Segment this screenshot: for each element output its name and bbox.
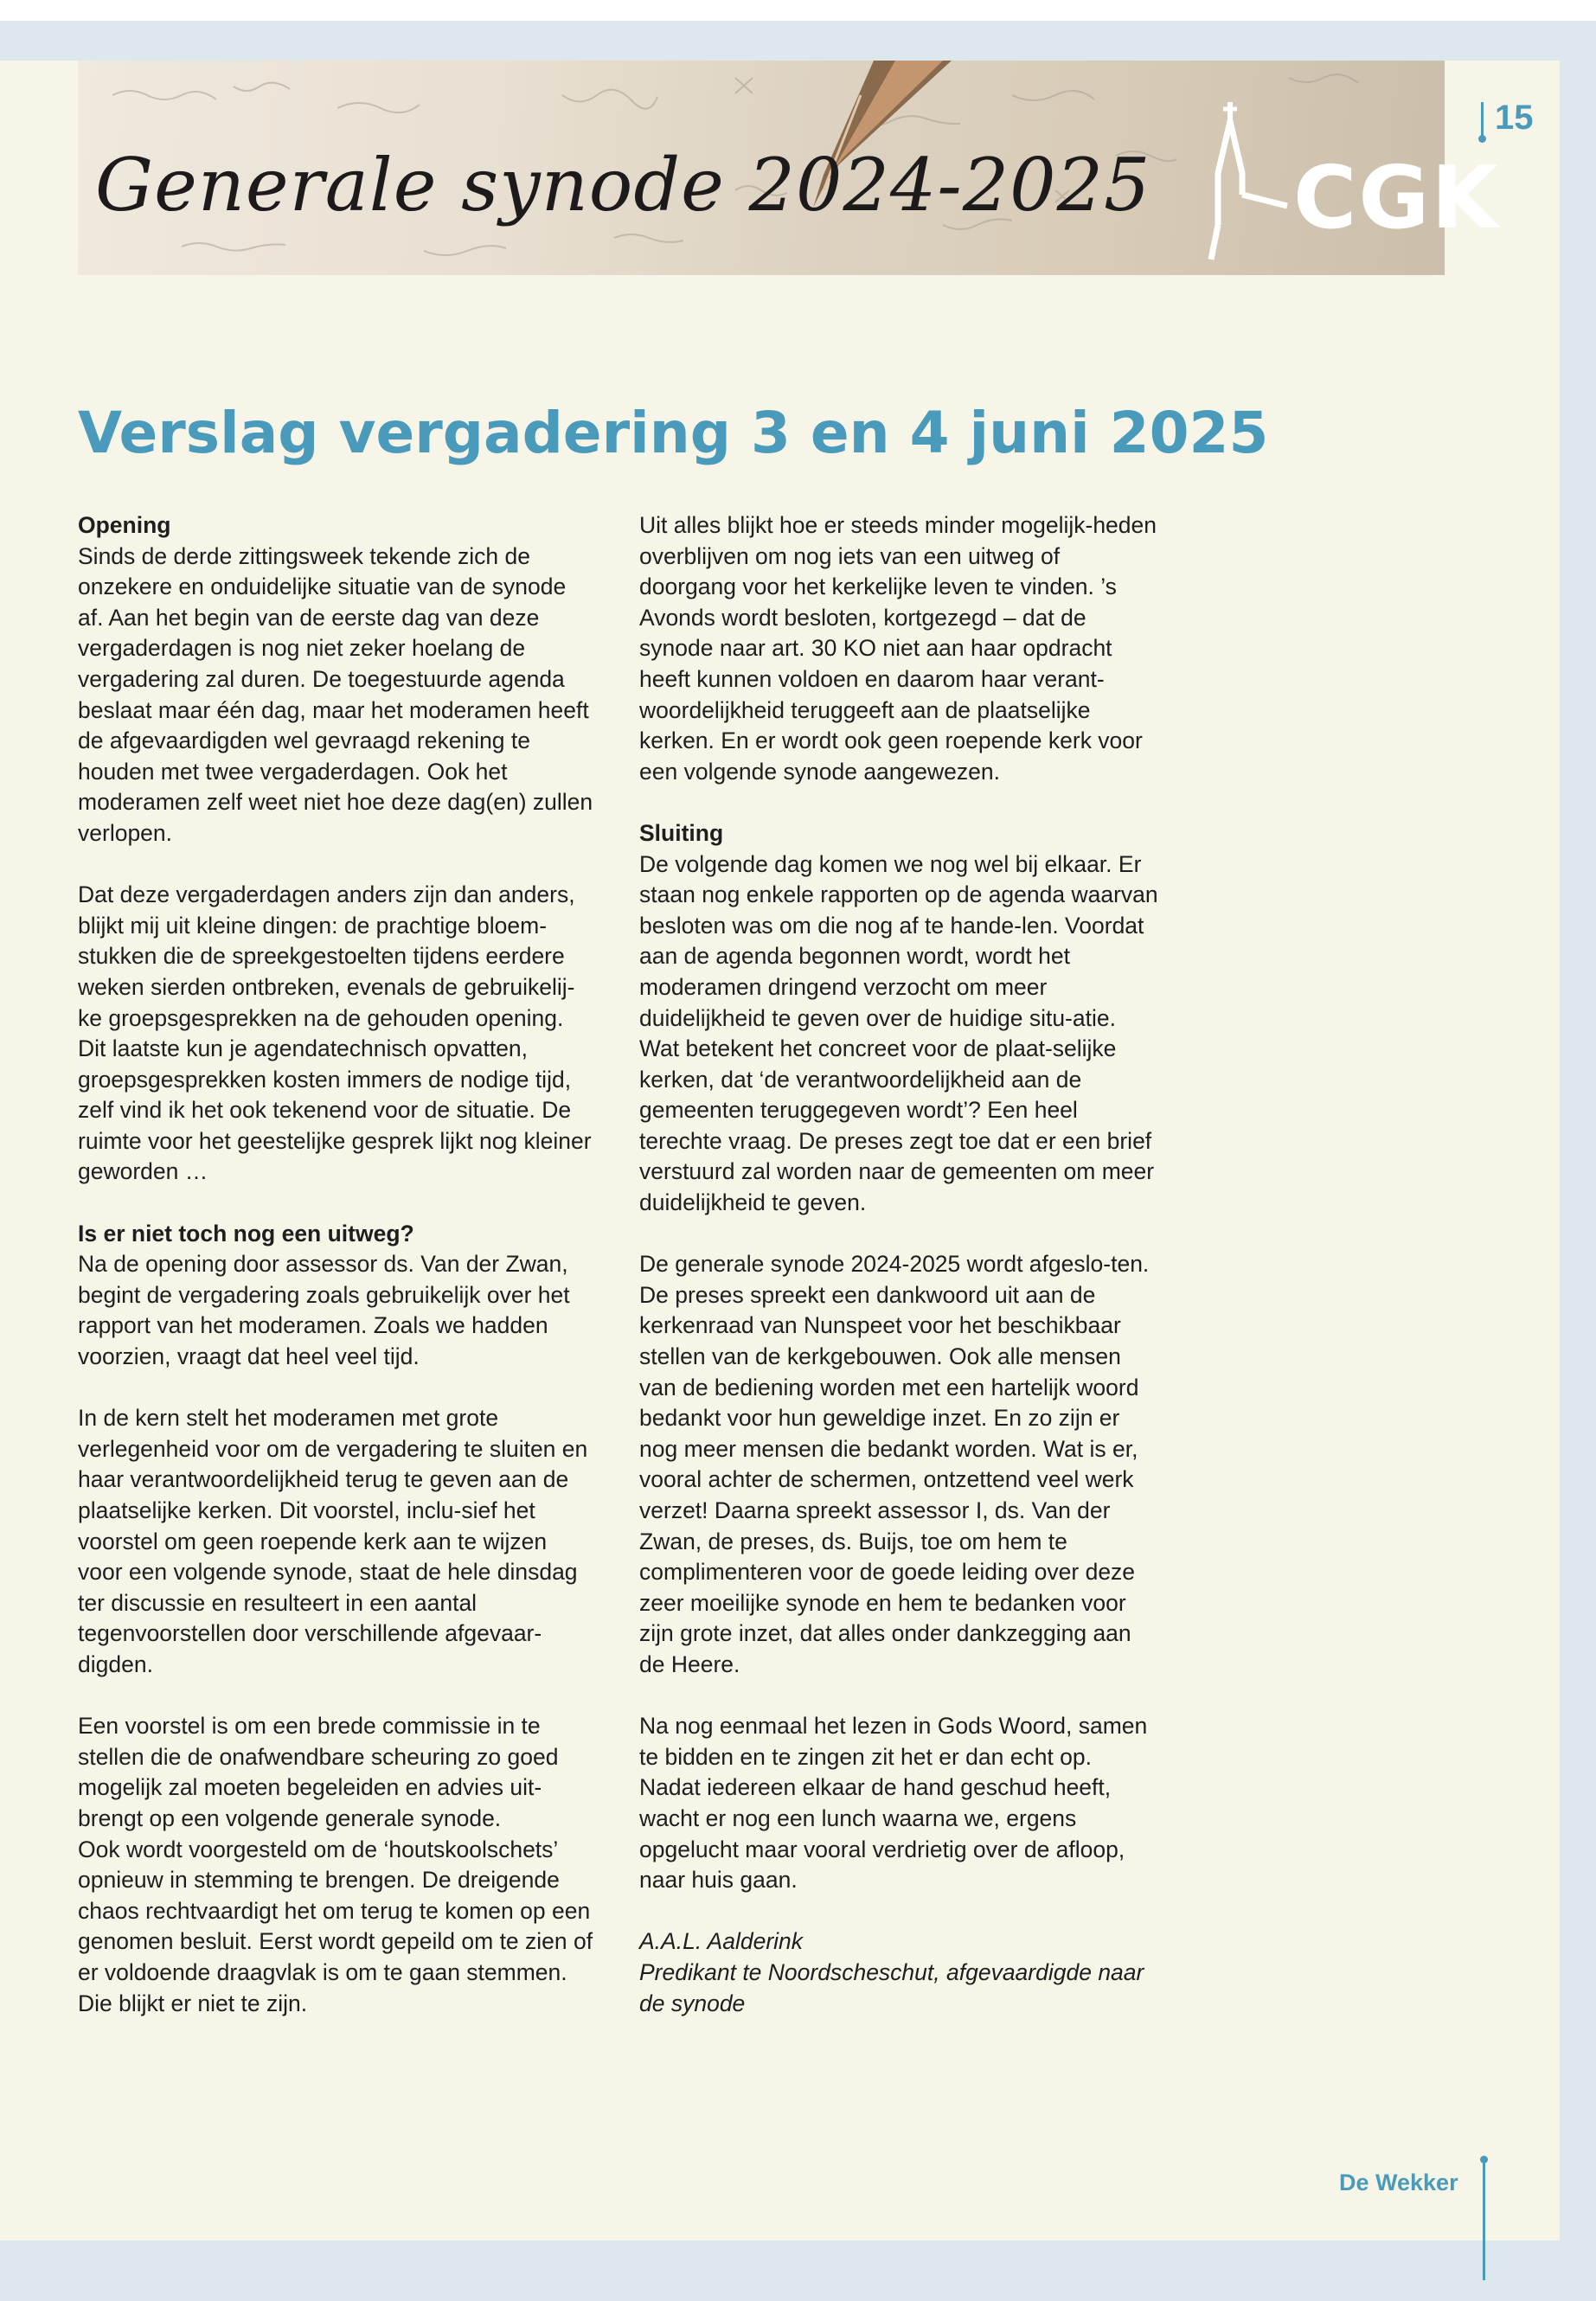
sluiting-section [639,818,1158,1219]
paragraph: Een voorstel is om een brede commissie in te stellen die de onafwendbare scheuring zo goed mogelijk zal moeten begeleiden en advies uit-brengt op een volgende generale synode. [78,1713,559,1831]
section-text-uitweg: Na de opening door assessor ds. Van der Zwan, begint de vergadering zoals gebruikelijk over het rapport van het moderamen. Zoals we hadden voorzien, vraagt dat heel veel tijd. [78,1251,570,1370]
page-frame-bottom [0,2240,1596,2301]
section-heading-opening: Opening [78,512,171,538]
article-title: Verslag vergadering 3 en 4 juni 2025 [78,400,1269,466]
paragraph: Na nog eenmaal het lezen in Gods Woord, samen te bidden en te zingen zit het er dan echt op. Nadat iedereen elkaar de hand geschud heeft, wacht er nog een lunch waarna we, ergens opgelucht maar vooral verdrietig over de afloop, naar huis gaan. [639,1713,1148,1894]
page-frame-right [1560,21,1596,2301]
publication-name: De Wekker [1339,2170,1458,2195]
logo-text: CGK [1293,147,1500,248]
author-role: Predikant te Noordscheschut, afgevaardigde naar de synode [639,1958,1144,2016]
paragraph: Uit alles blijkt hoe er steeds minder mogelijk-heden overblijven om nog iets van een uitweg of doorgang voor het kerkelijke leven te vinden. ’s Avonds wordt besloten, kortgezegd – dat de synode naar art. 30 KO niet aan haar opdracht heeft kunnen voldoen en daarom haar verant-woordelijkheid teruggeeft aan de plaatselijke kerken. En er wordt ook geen roepende kerk voor een volgende synode aangewezen. [639,512,1157,785]
paragraph: In de kern stelt het moderamen met grote verlegenheid voor om de vergadering te sluiten en haar verantwoordelijkheid terug te geven aan de plaatselijke kerken. Dit voorstel, inclu-sief het voorstel om geen roepende kerk aan te wijzen voor een volgende synode, staat de hele dinsdag ter discussie en resulteert in een aantal tegenvoorstellen door verschillende afgevaar-digden. [78,1405,588,1677]
footer-marker-line [1483,2159,1485,2280]
page-number-marker [1481,102,1484,138]
author-name: A.A.L. Aalderink [639,1928,804,1955]
opening-section [78,510,597,849]
article-right-column [639,510,1158,2050]
section-heading-uitweg: Is er niet toch nog een uitweg? [78,1220,414,1247]
cgk-logo [1185,87,1500,260]
header-banner [78,61,1500,275]
page-number-dot [1478,135,1486,143]
article-left-column [78,510,597,2050]
section-heading-sluiting: Sluiting [639,819,724,846]
paragraph: Ook wordt voorgesteld om de ‘houtskoolschets’ opnieuw in stemming te brengen. De dreigende chaos rechtvaardigt het om terug te komen op een genomen besluit. Eerst wordt gepeild om te zien of er voldoende draagvlak is om te gaan stemmen. Die blijkt er niet te zijn. [78,1836,593,2016]
banner-title: Generale synode 2024-2025 [95,143,1151,228]
uitweg-section [78,1219,597,1373]
page-frame-top [0,21,1596,61]
page-number: 15 [1495,99,1534,137]
section-text-sluiting: De volgende dag komen we nog wel bij elkaar. Er staan nog enkele rapporten op de agenda waarvan besloten was om die nog af te hande-len. Voordat aan de agenda begonnen wordt, wordt het moderamen dringend verzocht om meer duidelijkheid te geven over de huidige situ-atie. Wat betekent het concreet voor de plaat-selijke kerken, dat ‘de verantwoordelijkheid aan de gemeenten teruggegeven wordt’? Een heel terechte vraag. De preses zegt toe dat er een brief verstuurd zal worden naar de gemeenten om meer duidelijkheid te geven. [639,850,1158,1216]
paragraph: Dat deze vergaderdagen anders zijn dan anders, blijkt mij uit kleine dingen: de prachtige bloem-stukken die de spreekgestoelten tijdens eerdere weken sierden ontbreken, evenals de gebruikelij-ke groepsgesprekken na de gehouden opening. Dit laatste kun je agendatechnisch opvatten, groepsgesprekken kosten immers de nodige tijd, zelf vind ik het ook tekenend voor de situatie. De ruimte voor het geestelijke gesprek lijkt nog kleiner geworden … [78,881,592,1185]
paragraph: De generale synode 2024-2025 wordt afgeslo-ten. De preses spreekt een dankwoord uit aan de kerkenraad van Nunspeet voor het beschikbaar stellen van de kerkgebouwen. Ook alle mensen van de bediening worden met een hartelijk woord bedankt voor hun geweldige inzet. En zo zijn er nog meer mensen die bedankt worden. Wat is er, vooral achter de schermen, ontzettend veel werk verzet! Daarna spreekt assessor I, ds. Van der Zwan, de preses, ds. Buijs, toe om hem te complimenteren voor de goede leiding over deze zeer moeilijke synode en hem te bedanken voor zijn grote inzet, dat alles onder dankzegging aan de Heere. [639,1251,1150,1677]
section-text-opening: Sinds de derde zittingsweek tekende zich de onzekere en onduidelijke situatie van de synode af. Aan het begin van de eerste dag van deze vergaderdagen is nog niet zeker hoelang de vergadering zal duren. De toegestuurde agenda beslaat maar één dag, maar het moderamen heeft de afgevaardigden wel gevraagd rekening te houden met twee vergaderdagen. Ook het moderamen zelf weet niet hoe deze dag(en) zullen verlopen. [78,542,593,846]
